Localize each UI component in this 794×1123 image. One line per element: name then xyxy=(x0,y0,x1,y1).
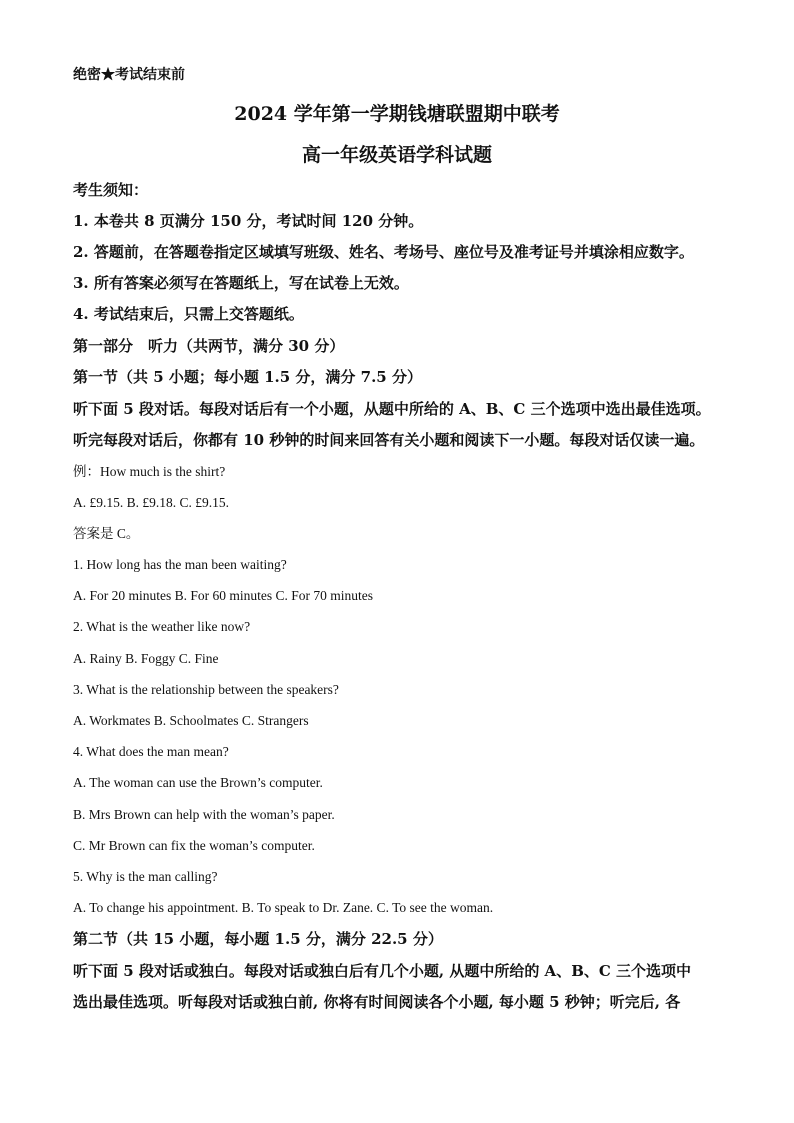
section1-instruction: 听完每段对话后，你都有 10 秒钟的时间来回答有关小题和阅读下一小题。每段对话仅读一遍。 xyxy=(73,431,705,449)
question-text: 4. What does the man mean? xyxy=(73,744,229,759)
section1-heading: 第一节（共 5 小题；每小题 1.5 分，满分 7.5 分） xyxy=(73,368,422,386)
question-option: B. Mrs Brown can help with the woman’s paper. xyxy=(73,807,335,822)
notice-item: 3. 所有答案必须写在答题纸上，写在试卷上无效。 xyxy=(73,274,409,292)
notice-heading: 考生须知： xyxy=(73,181,149,199)
example-question: 例：How much is the shirt? xyxy=(73,464,226,479)
notice-item: 1. 本卷共 8 页满分 150 分，考试时间 120 分钟。 xyxy=(73,212,424,230)
example-options: A. £9.15. B. £9.18. C. £9.15. xyxy=(73,495,230,510)
question-text: 5. Why is the man calling? xyxy=(73,869,218,884)
confidential-mark: 绝密★考试结束前 xyxy=(73,67,185,83)
notice-item: 4. 考试结束后，只需上交答题纸。 xyxy=(73,305,304,323)
notice-item: 2. 答题前，在答题卷指定区域填写班级、姓名、考场号、座位号及准考证号并填涂相应数字。 xyxy=(73,243,694,261)
question-option: C. Mr Brown can fix the woman’s computer. xyxy=(73,838,315,853)
exam-subtitle: 高一年级英语学科试题 xyxy=(301,144,492,166)
section2-heading: 第二节（共 15 小题，每小题 1.5 分，满分 22.5 分） xyxy=(73,930,443,948)
question-text: 2. What is the weather like now? xyxy=(73,619,251,634)
question-options: A. Workmates B. Schoolmates C. Strangers xyxy=(73,713,309,728)
question-text: 3. What is the relationship between the speakers? xyxy=(73,682,339,697)
exam-title: 2024 学年第一学期钱塘联盟期中联考 xyxy=(234,103,560,125)
example-answer: 答案是 C。 xyxy=(73,526,140,541)
section1-instruction: 听下面 5 段对话。每段对话后有一个小题，从题中所给的 A、B、C 三个选项中选出最佳选项。 xyxy=(73,400,711,418)
question-options: A. To change his appointment. B. To speak to Dr. Zane. C. To see the woman. xyxy=(73,900,494,915)
question-text: 1. How long has the man been waiting? xyxy=(73,557,287,572)
question-option: A. The woman can use the Brown’s computer. xyxy=(73,775,323,790)
question-options: A. Rainy B. Foggy C. Fine xyxy=(73,651,219,666)
section2-instruction: 听下面 5 段对话或独白。每段对话或独白后有几个小题, 从题中所给的 A、B、C 三个选项中 xyxy=(73,962,692,980)
question-options: A. For 20 minutes B. For 60 minutes C. For 70 minutes xyxy=(73,588,374,603)
section2-instruction: 选出最佳选项。听每段对话或独白前, 你将有时间阅读各个小题, 每小题 5 秒钟；听完后, 各 xyxy=(73,993,681,1011)
part1-heading: 第一部分 听力（共两节，满分 30 分） xyxy=(73,337,345,355)
